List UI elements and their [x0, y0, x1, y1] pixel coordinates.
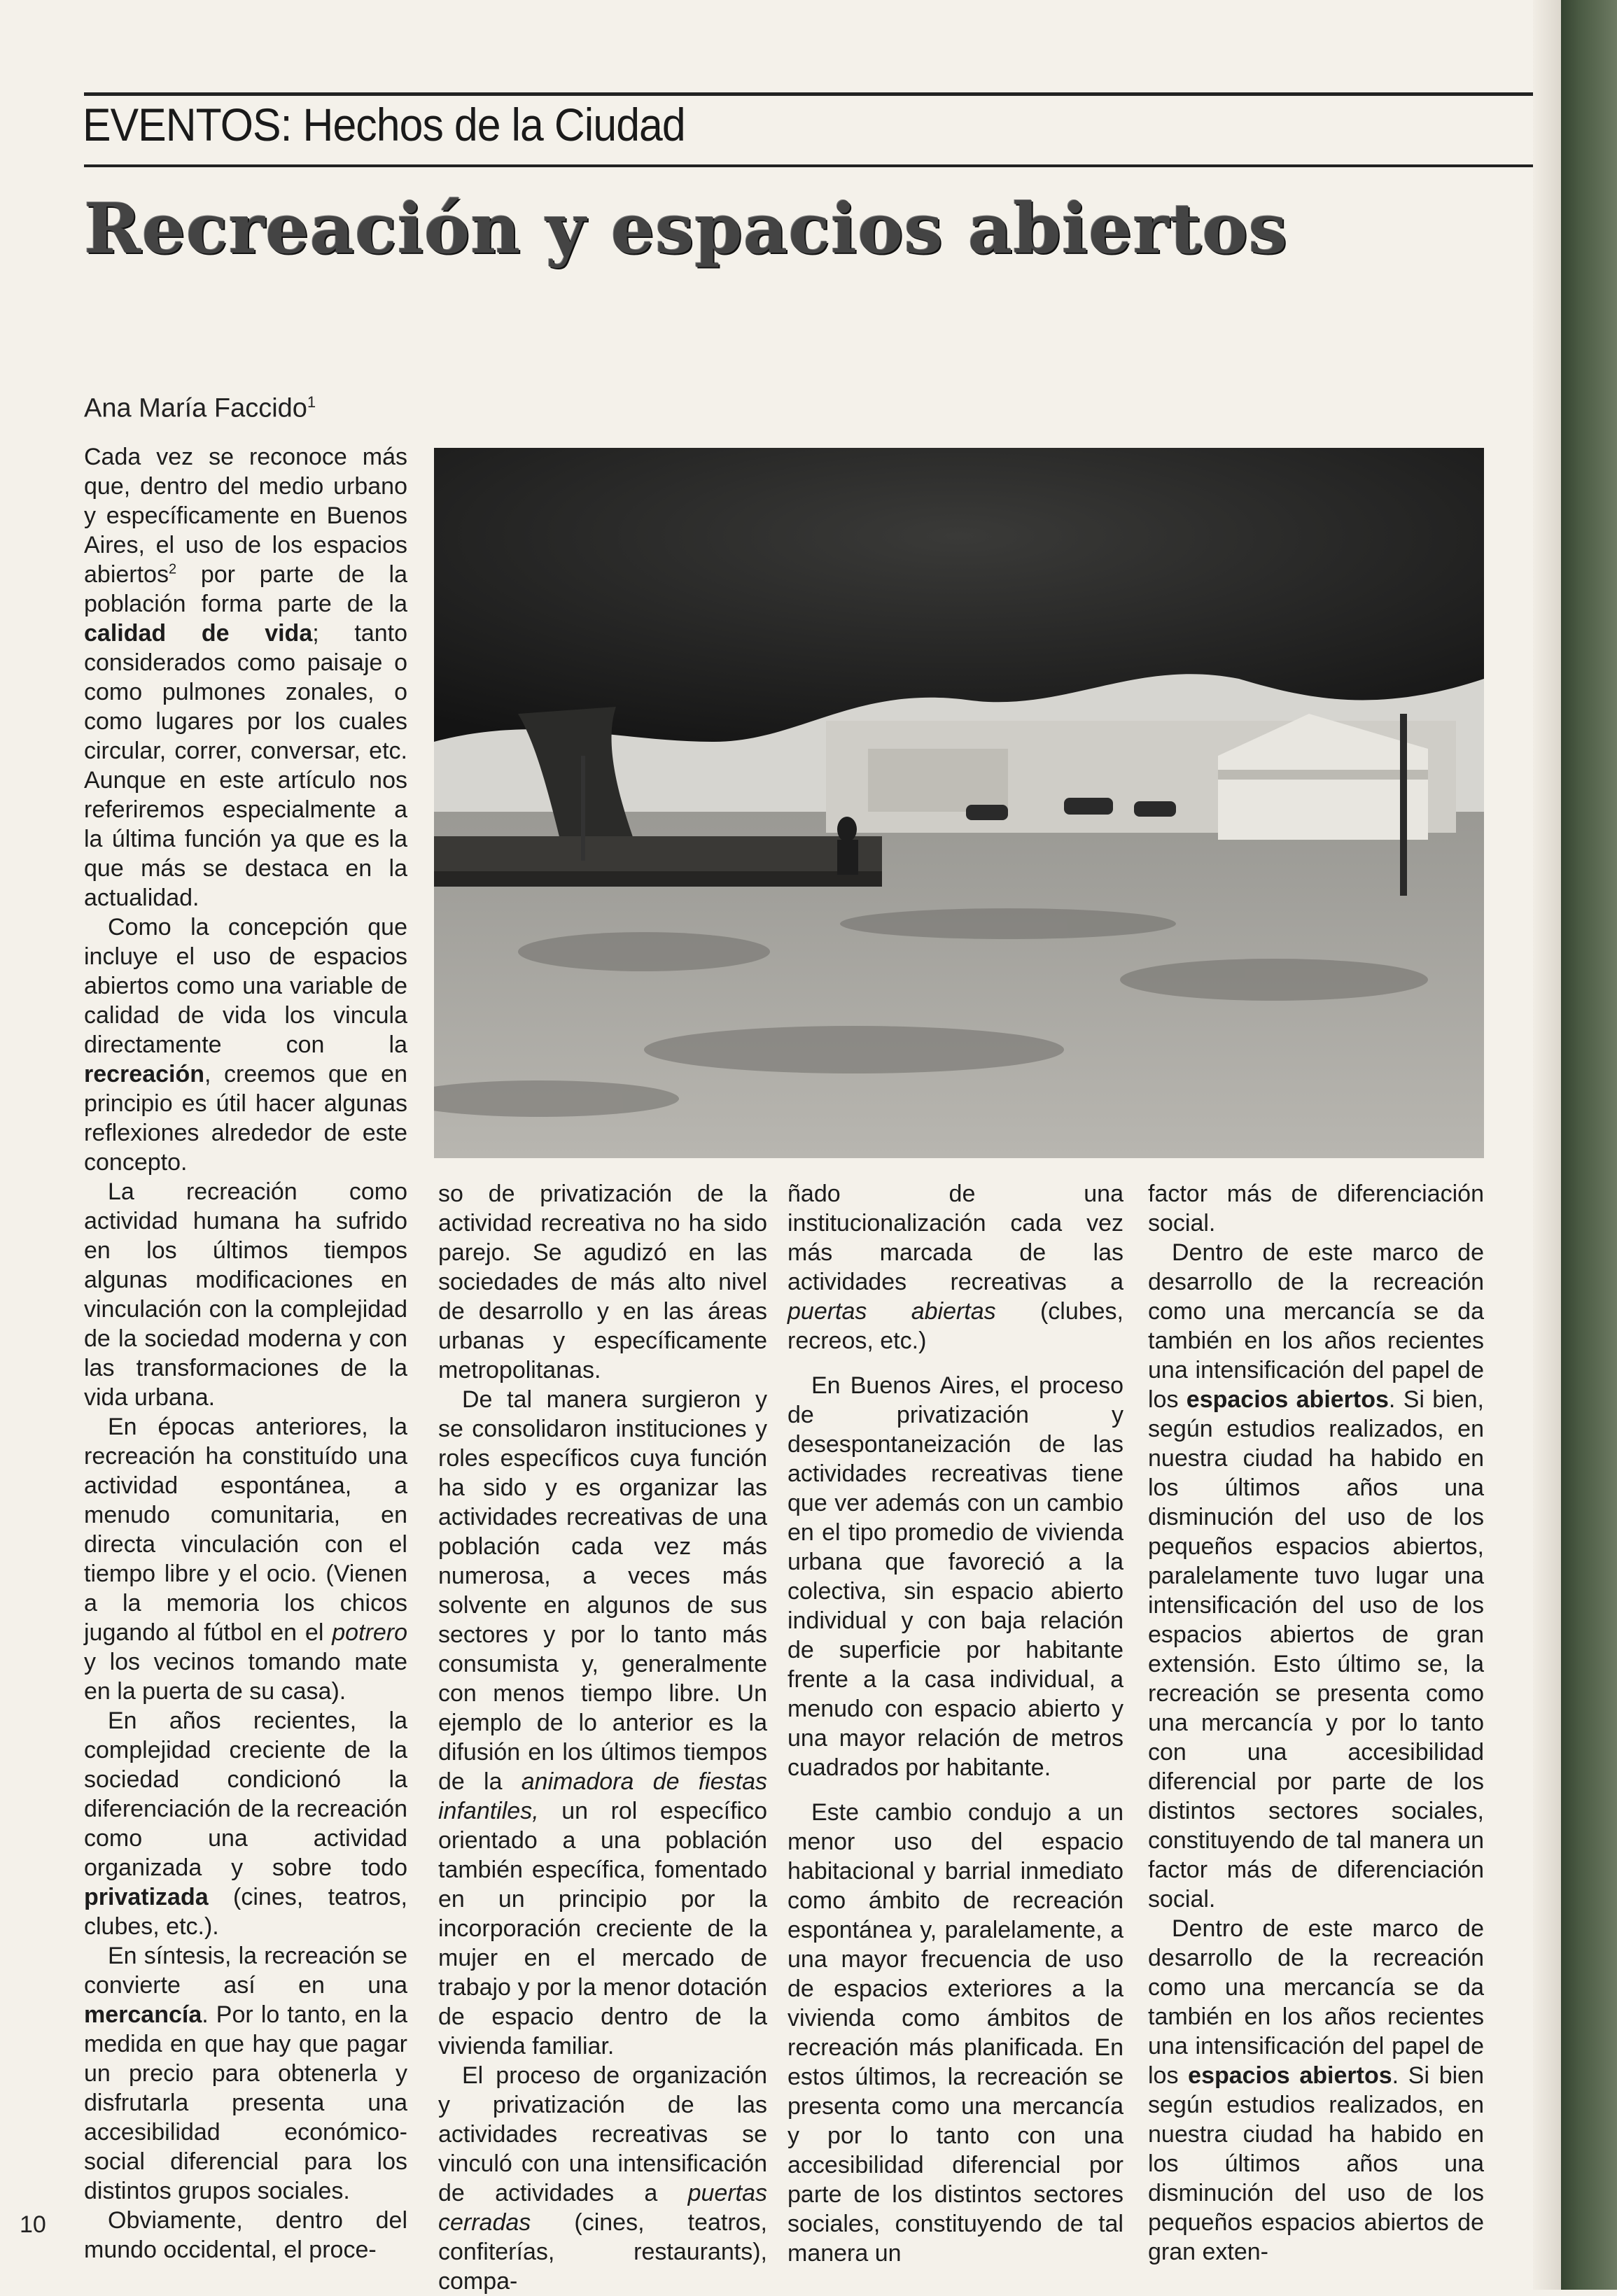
column-2 — [438, 1179, 767, 2296]
paragraph: El proceso de organización y privatización de las actividades recreativas se vinculó con una intensificación de actividades a puertas cerradas (cines, teatros, confiterías, restaurants), compa- — [438, 2062, 767, 2295]
paragraph: factor más de diferenciación social. — [1148, 1181, 1484, 1237]
header-rule-bottom — [84, 164, 1533, 167]
author-name: Ana María Faccido — [84, 393, 307, 423]
paragraph: Como la concepción que incluye el uso de espacios abiertos como una variable de calidad de vida los vincula directamente con la recreación, creemos que en principio es útil hacer algunas reflexiones alrededor de este concepto. — [84, 914, 407, 1176]
byline — [84, 393, 316, 424]
paragraph: Dentro de este marco de desarrollo de la recreación como una mercancía se da también en los años recientes una intensificación del papel de los espacios abiertos. Si bien, según estudios realizados, en nuestra ciudad ha habido en los últimos años una disminución del uso de los pequeños espacios abiertos, paralelamente tuvo lugar una intensificación del uso de los espacios abiertos de gran extensión. Esto último se, la recreación se presenta como una mercancía y por lo tanto con una accesibilidad diferencial por parte de los distintos sectores sociales, constituyendo de tal manera un factor más de diferenciación social. — [1148, 1239, 1484, 1913]
paragraph: De tal manera surgieron y se consolidaron instituciones y roles específicos cuya función ha sido y es organizar las actividades recreativas de una población cada vez más numerosa, a veces más solvente en algunos de sus sectores y por lo tanto más consumista y, generalmente con menos tiempo libre. Un ejemplo de lo anterior es la difusión en los últimos tiempos de la animadora de fiestas infantiles, un rol específico orientado a una población también específica, fomentado en un principio por la incorporación creciente de la mujer en el mercado de trabajo y por la menor dotación de espacio dentro de la vivienda familiar. — [438, 1386, 767, 2059]
adjacent-page-edge — [1533, 0, 1617, 2290]
paragraph: so de privatización de la actividad recreativa no ha sido parejo. Se agudizó en las sociedades de más alto nivel de desarrollo y en las áreas urbanas y específicamente metropolitanas. — [438, 1181, 767, 1383]
column-4 — [1148, 1179, 1484, 2267]
paragraph: Cada vez se reconoce más que, dentro del medio urbano y específicamente en Buenos Aires, el uso de los espacios abiertos$^2$ por parte de la población forma parte de la calidad de vida; tanto considerados como paisaje o como pulmones zonales, o como lugares por los cuales circular, correr, conversar, etc. Aunque en este artículo nos referiremos especialmente a la última función ya que es la que más se destaca en la actualidad. — [84, 444, 408, 911]
column-3 — [788, 1179, 1124, 2268]
paragraph: La recreación como actividad humana ha sufrido en los últimos tiempos algunas modificaciones en vinculación con la complejidad de la sociedad moderna y con las transformaciones de la vida urbana. — [84, 1178, 407, 1411]
column-1 — [84, 442, 407, 2265]
section-label: EVENTOS: Hechos de la Ciudad — [83, 99, 685, 150]
plaza-trees-photo — [434, 448, 1484, 1158]
author-footnote-mark: 1 — [307, 393, 316, 411]
article-title: Recreación y espacios abiertos — [84, 189, 1288, 269]
paragraph: Este cambio condujo a un menor uso del espacio habitacional y barrial inmediato como ámbito de recreación espontánea y, paralelamente, a una mayor frecuencia de uso de espacios exteriores a la vivienda como ámbitos de recreación más planificada. En estos últimos, la recreación se presenta como una mercancía y por lo tanto con una accesibilidad diferencial por parte de los distintos sectores sociales, constituyendo de tal manera un — [788, 1799, 1124, 2267]
paragraph: En épocas anteriores, la recreación ha constituído una actividad espontánea, a menudo comunitaria, en directa vinculación con el tiempo libre y el ocio. (Vienen a la memoria los chicos jugando al fútbol en el potrero y los vecinos tomando mate en la puerta de su casa). — [84, 1414, 407, 1705]
paragraph: En años recientes, la complejidad creciente de la sociedad condicionó la diferenciación de la recreación como una actividad organizada y sobre todo privatizada (cines, teatros, clubes, etc.). — [84, 1707, 407, 1940]
paragraph: En síntesis, la recreación se convierte así en una mercancía. Por lo tanto, en la medida en que hay que pagar un precio para obtenerla y disfrutarla presenta una accesibilidad económico-social diferencial para los distintos grupos sociales. — [84, 1943, 407, 2204]
page-number: 10 — [20, 2211, 46, 2238]
paragraph: Dentro de este marco de desarrollo de la recreación como una mercancía se da también en los años recientes una intensificación del papel de los espacios abiertos. Si bien según estudios realizados, en nuestra ciudad ha habido en los últimos años una disminución del uso de los pequeños espacios abiertos de gran exten- — [1148, 1915, 1484, 2265]
paragraph: ñado de una institucionalización cada vez más marcada de las actividades recreativas a puertas abiertas (clubes, recreos, etc.) — [788, 1181, 1124, 1354]
paragraph: En Buenos Aires, el proceso de privatización y desespontaneización de las actividades recreativas tiene que ver además con un cambio en el tipo promedio de vivienda urbana que favoreció a la colectiva, sin espacio abierto individual y con baja relación de superficie por habitante frente a la casa individual, a menudo con espacio abierto y una mayor relación de metros cuadrados por habitante. — [788, 1372, 1124, 1781]
paragraph: Obviamente, dentro del mundo occidental, el proce- — [84, 2207, 407, 2263]
header-rule-top — [84, 92, 1533, 96]
footnote-mark: 2 — [168, 561, 177, 577]
